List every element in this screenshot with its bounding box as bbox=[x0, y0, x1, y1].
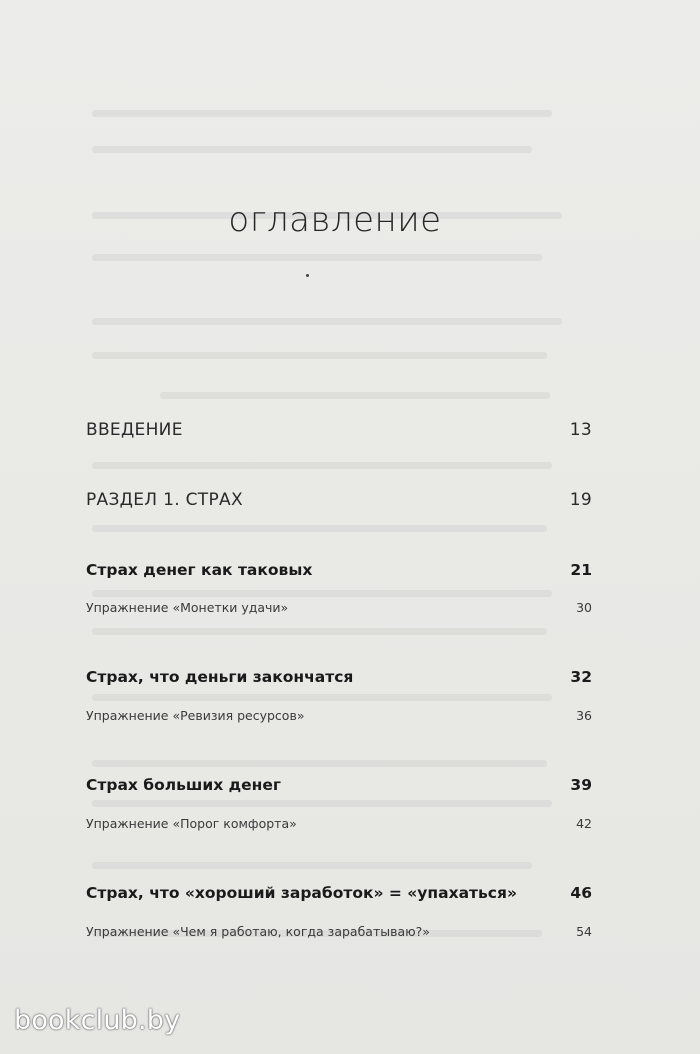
toc-entry-exercise[interactable] bbox=[86, 816, 592, 831]
toc-entry-label: Страх денег как таковых bbox=[86, 561, 313, 579]
title-ornament-dot bbox=[306, 274, 309, 277]
toc-entry-introduction[interactable] bbox=[86, 420, 592, 440]
toc-entry-page: 42 bbox=[576, 816, 592, 831]
toc-entry-chapter[interactable] bbox=[86, 668, 592, 686]
toc-entry-label: Упражнение «Чем я работаю, когда зарабатываю?» bbox=[86, 924, 430, 939]
toc-entry-label: РАЗДЕЛ 1. СТРАХ bbox=[86, 490, 243, 510]
toc-entry-page: 30 bbox=[576, 600, 592, 615]
toc-entry-exercise[interactable] bbox=[86, 924, 592, 939]
toc-entry-label: Страх, что «хороший заработок» = «упахаться» bbox=[86, 884, 517, 902]
toc-entry-label: ВВЕДЕНИЕ bbox=[86, 420, 183, 440]
toc-entry-chapter[interactable] bbox=[86, 884, 592, 902]
toc-title: оглавление bbox=[228, 200, 442, 240]
toc-entry-label: Упражнение «Порог комфорта» bbox=[86, 816, 297, 831]
toc-entry-exercise[interactable] bbox=[86, 708, 592, 723]
toc-entry-label: Упражнение «Монетки удачи» bbox=[86, 600, 289, 615]
toc-entry-page: 13 bbox=[569, 420, 592, 440]
toc-entry-page: 46 bbox=[570, 884, 592, 902]
toc-entry-exercise[interactable] bbox=[86, 600, 592, 615]
toc-entry-label: Упражнение «Ревизия ресурсов» bbox=[86, 708, 305, 723]
toc-entry-page: 21 bbox=[570, 561, 592, 579]
toc-entry-label: Страх, что деньги закончатся bbox=[86, 668, 354, 686]
site-watermark: bookclub.by bbox=[14, 1005, 181, 1036]
toc-entry-chapter[interactable] bbox=[86, 776, 592, 794]
toc-entry-page: 19 bbox=[569, 490, 592, 510]
toc-entry-section-1[interactable] bbox=[86, 490, 592, 510]
toc-entry-page: 32 bbox=[570, 668, 592, 686]
toc-entry-chapter[interactable] bbox=[86, 561, 592, 579]
toc-entry-page: 36 bbox=[576, 708, 592, 723]
toc-entry-page: 39 bbox=[570, 776, 592, 794]
toc-entry-page: 54 bbox=[576, 924, 592, 939]
toc-entry-label: Страх больших денег bbox=[86, 776, 281, 794]
